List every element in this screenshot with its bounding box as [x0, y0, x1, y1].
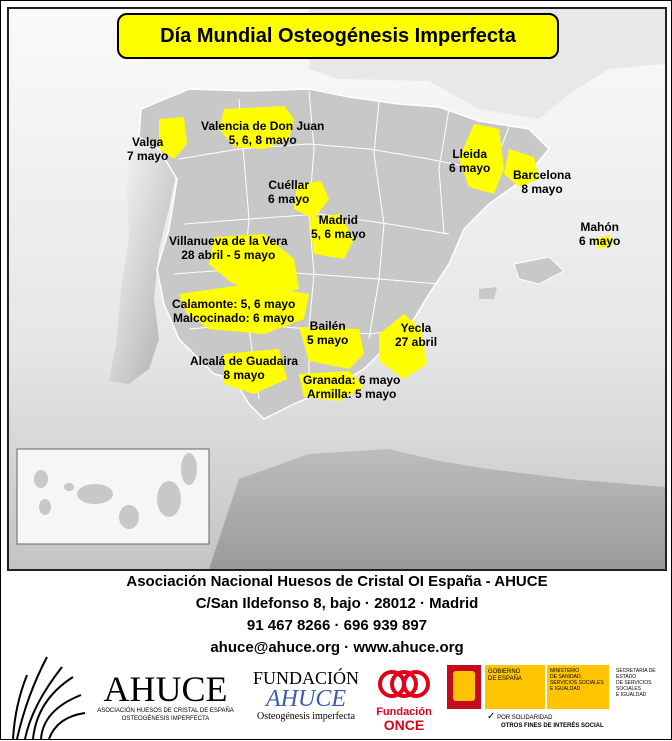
once-line2: ONCE [383, 717, 425, 733]
city-label-valencia-don-juan [201, 119, 324, 147]
city-name: Yecla [400, 321, 432, 335]
gobierno-text: GOBIERNO DE ESPAÑA [488, 669, 522, 682]
address: C/San Ildefonso 8, bajo · 28012 · Madrid [195, 595, 479, 612]
footer-contact [1, 571, 672, 659]
fundacion-ahuce-logo [241, 669, 371, 723]
org-name: Asociación Nacional Huesos de Cristal OI España - AHUCE [126, 573, 548, 590]
city-name: Valga [132, 135, 164, 149]
city-label-madrid [311, 213, 366, 241]
city-name: Bailén [309, 319, 346, 333]
city-date: 8 mayo [521, 182, 563, 196]
city-date: 5 mayo [307, 333, 349, 347]
city-label-villanueva-vera [169, 234, 288, 262]
city-date: 28 abril - 5 mayo [181, 248, 276, 262]
city-date: 6 mayo [449, 161, 491, 175]
secretaria-text: SECRETARÍA DE ESTADO DE SERVICIOS SOCIALES E IGUALDAD [616, 668, 656, 698]
city-date: 7 mayo [127, 149, 169, 163]
city-label-bailen [307, 319, 348, 347]
reeds-icon [7, 655, 87, 739]
city-label-yecla [395, 321, 437, 349]
ministerio-text: MINISTERIO DE SANIDAD, SERVICIOS SOCIALES E IGUALDAD [547, 665, 609, 709]
city-date: 5, 6 mayo [311, 227, 366, 241]
city-name: Mahón [580, 220, 620, 234]
ahuce-logo-text: AHUCE [103, 669, 228, 709]
city-name: Calamonte: 5, 6 mayo [172, 297, 296, 311]
city-label-cuellar [268, 178, 309, 206]
city-date: Malcocinado: 6 mayo [173, 311, 295, 325]
page-title: Día Mundial Osteogénesis Imperfecta [117, 13, 559, 59]
fundacion-once-logo [369, 667, 439, 732]
city-date: 8 mayo [223, 368, 265, 382]
city-name: Granada: 6 mayo [303, 373, 401, 387]
fundacion-ahuce-text: AHUCE [266, 686, 346, 712]
city-name: Alcalá de Guadaira [190, 354, 299, 368]
city-name: Valencia de Don Juan [201, 119, 325, 133]
city-date: 6 mayo [579, 234, 621, 248]
city-label-alcala-guadaira [190, 354, 298, 382]
city-label-barcelona [513, 168, 571, 196]
checkmark-icon: ✓ [487, 711, 496, 722]
city-label-calamonte-malcocinado [172, 297, 295, 325]
spain-map [9, 9, 665, 569]
city-label-granada-armilla [303, 373, 400, 401]
ahuce-logo [93, 671, 238, 723]
fundacion-word: FUNDACIÓN [252, 668, 359, 688]
fundacion-sub: Osteogénesis imperfecta [256, 711, 356, 722]
city-label-mahon [579, 220, 620, 248]
ahuce-logo-sub1: ASOCIACIÓN HUESOS DE CRISTAL DE ESPAÑA [97, 708, 234, 714]
map-panel [7, 7, 667, 571]
coat-of-arms-icon [447, 665, 481, 709]
city-label-lleida [449, 147, 490, 175]
city-name: Lleida [452, 147, 488, 161]
city-name: Cuéllar [268, 178, 310, 192]
ahuce-logo-sub2: OSTEOGÉNESIS IMPERFECTA [121, 716, 210, 722]
city-date: 27 abril [395, 335, 438, 349]
city-name: Villanueva de la Vera [169, 234, 288, 248]
city-date: 5, 6, 8 mayo [228, 133, 297, 147]
gobierno-logo [447, 665, 667, 737]
phone-numbers: 91 467 8266 · 696 939 897 [246, 617, 428, 634]
solidaridad-text: ✓ POR SOLIDARIDAD OTROS FINES DE INTERÉS SOCIAL [487, 711, 604, 729]
city-label-valga [127, 135, 168, 163]
city-name: Madrid [318, 213, 359, 227]
once-line1: Fundación [376, 706, 432, 718]
email-web[interactable]: ahuce@ahuce.org · www.ahuce.org [210, 639, 464, 656]
sponsor-logos [1, 651, 672, 741]
city-date: 6 mayo [268, 192, 310, 206]
city-date: Armilla: 5 mayo [307, 387, 397, 401]
ibiza [479, 287, 497, 299]
city-name: Barcelona [513, 168, 572, 182]
once-rings-icon [374, 667, 434, 701]
